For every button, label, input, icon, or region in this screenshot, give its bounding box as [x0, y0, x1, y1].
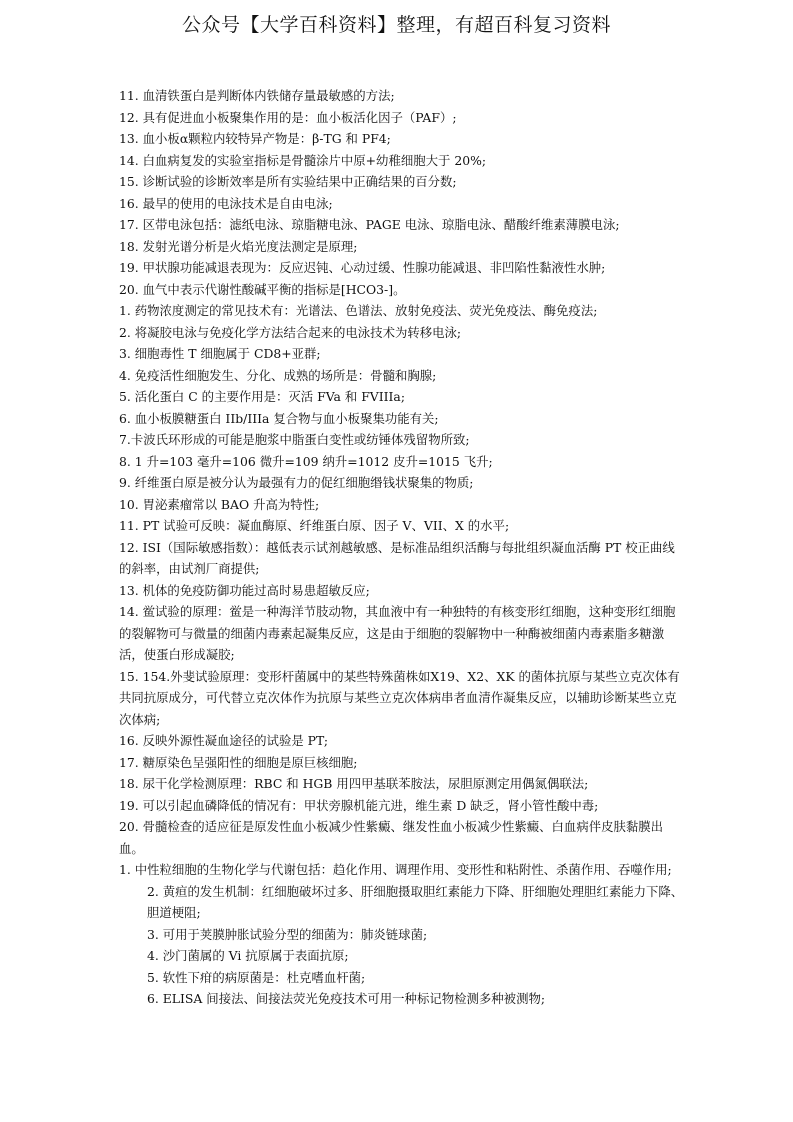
text-paragraph: 13. 机体的免疫防御功能过高时易患超敏反应; — [119, 582, 370, 598]
text-paragraph: 14. 鲎试验的原理：鲎是一种海洋节肢动物，其血液中有一种独特的有核变形红细胞，这种变形红细胞的裂解物可与微量的细菌内毒素起凝集反应，这是由于细胞的裂解物中一种酶被细菌内毒素脂多糖激活，使蛋白形成凝胶; — [119, 604, 676, 662]
text-paragraph: 15. 154.外斐试验原理：变形杆菌属中的某些特殊菌株如X19、X2、XK 的菌体抗原与某些立克次体有共同抗原成分，可代替立克次体作为抗原与某些立克次体病串者血清作凝集反应，以辅助诊断某些立克次体病; — [119, 668, 680, 727]
text-line: 17. 区带电泳包括：滤纸电泳、琼脂糖电泳、PAGE 电泳、琼脂电泳、醋酸纤维素薄膜电泳; — [119, 217, 620, 232]
text-line: 15. 诊断试验的诊断效率是所有实验结果中正确结果的百分数; — [119, 174, 457, 189]
text-line: 6. 血小板膜糖蛋白 IIb/IIIa 复合物与血小板聚集功能有关; — [119, 410, 439, 426]
text-line: 7.卡波氏环形成的可能是胞浆中脂蛋白变性或纺锤体残留物所致; — [119, 432, 470, 447]
text-line: 2. 将凝胶电泳与免疫化学方法结合起来的电泳技术为转移电泳; — [119, 324, 462, 340]
text-line: 3. 细胞毒性 T 细胞属于 CD8+亚群; — [119, 346, 321, 361]
text-paragraph: 18. 尿干化学检测原理：RBC 和 HGB 用四甲基联苯胺法，尿胆原测定用偶氮偶联法; — [119, 776, 589, 791]
indented-paragraph: 2. 黄疸的发生机制：红细胞破坏过多、肝细胞摄取胆红素能力下降、肝细胞处理胆红素能力下降、胆道梗阻; — [147, 883, 684, 920]
text-line: 4. 免疫活性细胞发生、分化、成熟的场所是：骨髓和胸腺; — [119, 367, 437, 383]
text-line: 11. PT 试验可反映：凝血酶原、纤维蛋白原、因子 V、VII、X 的水平; — [119, 518, 510, 533]
text-paragraph: 19. 可以引起血磷降低的情况有：甲状旁腺机能亢进，维生素 D 缺乏，肾小管性酸中毒; — [119, 797, 599, 813]
text-line: 16. 最早的使用的电泳技术是自由电泳; — [119, 195, 333, 211]
text-line: 19. 甲状腺功能减退表现为：反应迟钝、心动过缓、性腺功能减退、非凹陷性黏液性水肿; — [119, 260, 606, 275]
text-paragraph: 1. 中性粒细胞的生物化学与代谢包括：趋化作用、调理作用、变形性和粘附性、杀菌作用、吞噬作用; — [119, 862, 672, 877]
text-line: 11. 血清铁蛋白是判断体内铁储存量最敏感的方法; — [119, 88, 395, 103]
text-line: 13. 血小板α颗粒内较特异产物是：β-TG 和 PF4; — [119, 131, 391, 146]
text-line: 1. 药物浓度测定的常见技术有：光谱法、色谱法、放射免疫法、荧光免疫法、酶免疫法; — [119, 303, 598, 318]
text-line: 18. 发射光谱分析是火焰光度法测定是原理; — [119, 238, 358, 254]
indented-paragraph: 4. 沙门菌属的 Vi 抗原属于表面抗原; — [147, 948, 349, 963]
text-line: 20. 血气中表示代谢性酸碱平衡的指标是[HCO3-]。 — [119, 281, 406, 297]
text-line: 14. 白血病复发的实验室指标是骨髓涂片中原+幼稚细胞大于 20%; — [119, 152, 487, 168]
indented-paragraph: 6. ELISA 间接法、间接法荧光免疫技术可用一种标记物检测多种被测物; — [147, 991, 546, 1006]
document-body — [119, 85, 685, 1010]
text-paragraph: 20. 骨髓检查的适应征是原发性血小板减少性紫癜、继发性血小板减少性紫癜、白血病伴皮肤黏膜出血。 — [119, 819, 664, 856]
indented-paragraph: 3. 可用于荚膜肿胀试验分型的细菌为：肺炎链球菌; — [147, 926, 428, 942]
text-line: 5. 活化蛋白 C 的主要作用是：灭活 FVa 和 FVIIIa; — [119, 389, 405, 404]
text-line: 8. 1 升=103 毫升=106 微升=109 纳升=1012 皮升=1015 飞升; — [119, 453, 493, 469]
text-paragraph: 17. 糖原染色呈强阳性的细胞是原巨核细胞; — [119, 754, 358, 770]
text-paragraph: 12. ISI（国际敏感指数）：越低表示试剂越敏感、是标准品组织活酶与每批组织凝血活酶 PT 校正曲线的斜率，由试剂厂商提供; — [119, 539, 675, 576]
text-line: 12. 具有促进血小板聚集作用的是：血小板活化因子（PAF）; — [119, 109, 457, 125]
indented-paragraph: 5. 软性下疳的病原菌是：杜克嗜血杆菌; — [147, 969, 366, 985]
text-line: 9. 纤维蛋白原是被分认为最强有力的促红细胞缗钱状聚集的物质; — [119, 475, 474, 490]
text-paragraph: 16. 反映外源性凝血途径的试验是 PT; — [119, 733, 328, 748]
page-header: 公众号【大学百科资料】整理，有超百科复习资料 — [181, 14, 611, 36]
text-line: 10. 胃泌素瘤常以 BAO 升高为特性; — [119, 496, 320, 512]
